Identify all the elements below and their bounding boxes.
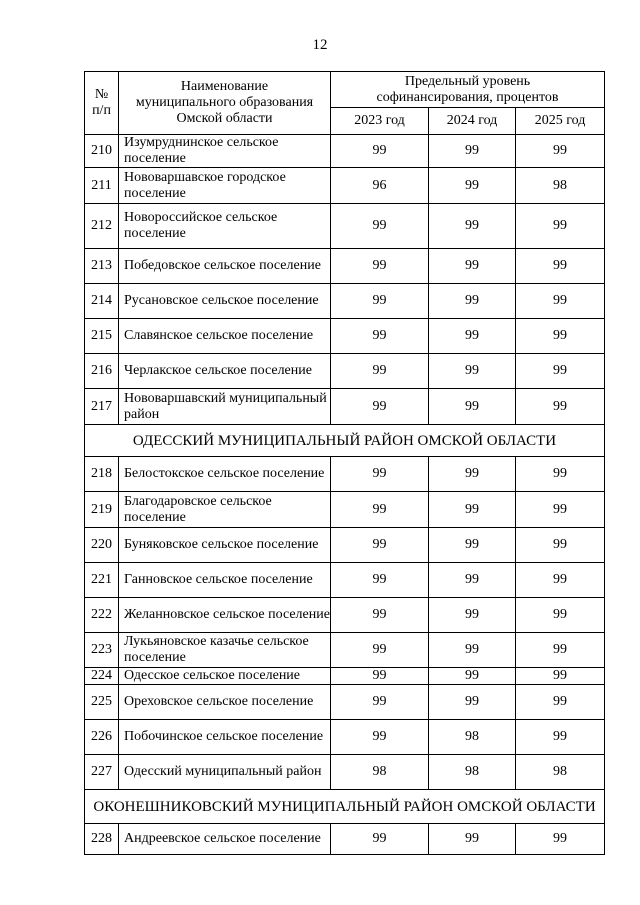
value-2025: 99 <box>516 720 605 755</box>
municipality-name: Побочинское сельское поселение <box>119 720 331 755</box>
district-row <box>85 425 605 457</box>
municipality-name: Ореховское сельское поселение <box>119 685 331 720</box>
value-2023: 98 <box>331 755 429 790</box>
value-2025: 99 <box>516 284 605 319</box>
row-number: 217 <box>85 389 119 425</box>
table-row <box>85 668 605 685</box>
value-2025: 99 <box>516 354 605 389</box>
value-2023: 99 <box>331 135 429 168</box>
municipality-name: Белостокское сельское поселение <box>119 457 331 492</box>
value-2025: 99 <box>516 492 605 528</box>
municipality-name: Одесский муниципальный район <box>119 755 331 790</box>
cofinancing-table <box>84 71 605 855</box>
table-row <box>85 457 605 492</box>
value-2023: 99 <box>331 668 429 685</box>
value-2025: 99 <box>516 824 605 855</box>
municipality-name: Изумруднинское сельское поселение <box>119 135 331 168</box>
table-row <box>85 685 605 720</box>
row-number: 213 <box>85 249 119 284</box>
row-number: 212 <box>85 204 119 249</box>
municipality-name: Новороссийское сельское поселение <box>119 204 331 249</box>
row-number: 210 <box>85 135 119 168</box>
table-row <box>85 492 605 528</box>
value-2024: 99 <box>429 284 516 319</box>
value-2025: 98 <box>516 168 605 204</box>
value-2023: 99 <box>331 457 429 492</box>
value-2024: 99 <box>429 135 516 168</box>
district-name: ОДЕССКИЙ МУНИЦИПАЛЬНЫЙ РАЙОН ОМСКОЙ ОБЛАСТИ <box>85 425 605 457</box>
table-row <box>85 633 605 668</box>
value-2025: 99 <box>516 204 605 249</box>
value-2023: 99 <box>331 204 429 249</box>
row-number: 221 <box>85 563 119 598</box>
value-2025: 99 <box>516 633 605 668</box>
municipality-name: Победовское сельское поселение <box>119 249 331 284</box>
value-2025: 99 <box>516 668 605 685</box>
value-2023: 99 <box>331 528 429 563</box>
value-2024: 99 <box>429 528 516 563</box>
header-num <box>85 72 119 135</box>
value-2024: 98 <box>429 755 516 790</box>
value-2024: 99 <box>429 563 516 598</box>
value-2024: 98 <box>429 720 516 755</box>
value-2023: 99 <box>331 492 429 528</box>
table-row <box>85 563 605 598</box>
value-2024: 99 <box>429 685 516 720</box>
value-2023: 99 <box>331 685 429 720</box>
row-number: 223 <box>85 633 119 668</box>
municipality-name: Ганновское сельское поселение <box>119 563 331 598</box>
value-2025: 99 <box>516 598 605 633</box>
municipality-name: Одесское сельское поселение <box>119 668 331 685</box>
row-number: 216 <box>85 354 119 389</box>
row-number: 218 <box>85 457 119 492</box>
municipality-name: Нововаршавский муниципальный район <box>119 389 331 425</box>
municipality-name: Лукьяновское казачье сельское поселение <box>119 633 331 668</box>
row-number: 226 <box>85 720 119 755</box>
table-row <box>85 319 605 354</box>
value-2025: 99 <box>516 685 605 720</box>
value-2024: 99 <box>429 633 516 668</box>
value-2024: 99 <box>429 354 516 389</box>
row-number: 215 <box>85 319 119 354</box>
value-2024: 99 <box>429 668 516 685</box>
municipality-name: Нововаршавское городское поселение <box>119 168 331 204</box>
value-2023: 99 <box>331 563 429 598</box>
value-2024: 99 <box>429 598 516 633</box>
table-row <box>85 135 605 168</box>
row-number: 224 <box>85 668 119 685</box>
municipality-name: Черлакское сельское поселение <box>119 354 331 389</box>
municipality-name: Благодаровское сельское поселение <box>119 492 331 528</box>
row-number: 211 <box>85 168 119 204</box>
value-2024: 99 <box>429 457 516 492</box>
row-number: 214 <box>85 284 119 319</box>
value-2023: 99 <box>331 284 429 319</box>
page-number: 12 <box>312 37 328 53</box>
value-2023: 99 <box>331 389 429 425</box>
municipality-name: Буняковское сельское поселение <box>119 528 331 563</box>
table-row <box>85 249 605 284</box>
table-row <box>85 389 605 425</box>
municipality-name: Андреевское сельское поселение <box>119 824 331 855</box>
value-2025: 99 <box>516 563 605 598</box>
municipality-name: Желанновское сельское поселение <box>119 598 331 633</box>
value-2025: 98 <box>516 755 605 790</box>
value-2025: 99 <box>516 389 605 425</box>
table-row <box>85 528 605 563</box>
header-year-2025: 2025 год <box>516 108 605 135</box>
header-num-label: № п/п <box>92 87 111 118</box>
value-2024: 99 <box>429 249 516 284</box>
row-number: 220 <box>85 528 119 563</box>
value-2023: 99 <box>331 249 429 284</box>
value-2023: 99 <box>331 319 429 354</box>
table-row <box>85 204 605 249</box>
value-2023: 99 <box>331 824 429 855</box>
table-row <box>85 598 605 633</box>
municipality-name: Славянское сельское поселение <box>119 319 331 354</box>
value-2024: 99 <box>429 824 516 855</box>
header-year-2023: 2023 год <box>331 108 429 135</box>
header-group <box>331 72 605 108</box>
value-2024: 99 <box>429 492 516 528</box>
value-2023: 99 <box>331 354 429 389</box>
header-group-label: Предельный уровень софинансирования, процентов <box>376 73 559 105</box>
value-2025: 99 <box>516 135 605 168</box>
header-name-label: Наименование муниципального образования Омской области <box>135 79 314 126</box>
table-row <box>85 720 605 755</box>
value-2023: 99 <box>331 633 429 668</box>
value-2024: 99 <box>429 168 516 204</box>
row-number: 219 <box>85 492 119 528</box>
value-2024: 99 <box>429 204 516 249</box>
district-name: ОКОНЕШНИКОВСКИЙ МУНИЦИПАЛЬНЫЙ РАЙОН ОМСКОЙ ОБЛАСТИ <box>85 790 605 824</box>
value-2023: 99 <box>331 598 429 633</box>
table-row <box>85 824 605 855</box>
municipality-name: Русановское сельское поселение <box>119 284 331 319</box>
value-2023: 99 <box>331 720 429 755</box>
row-number: 222 <box>85 598 119 633</box>
district-row <box>85 790 605 824</box>
row-number: 227 <box>85 755 119 790</box>
row-number: 225 <box>85 685 119 720</box>
value-2023: 96 <box>331 168 429 204</box>
value-2025: 99 <box>516 528 605 563</box>
header-year-2024: 2024 год <box>429 108 516 135</box>
value-2024: 99 <box>429 319 516 354</box>
value-2025: 99 <box>516 319 605 354</box>
row-number: 228 <box>85 824 119 855</box>
header-name <box>119 72 331 135</box>
table-row <box>85 755 605 790</box>
value-2025: 99 <box>516 457 605 492</box>
table-row <box>85 354 605 389</box>
value-2025: 99 <box>516 249 605 284</box>
table-row <box>85 168 605 204</box>
table-row <box>85 284 605 319</box>
value-2024: 99 <box>429 389 516 425</box>
